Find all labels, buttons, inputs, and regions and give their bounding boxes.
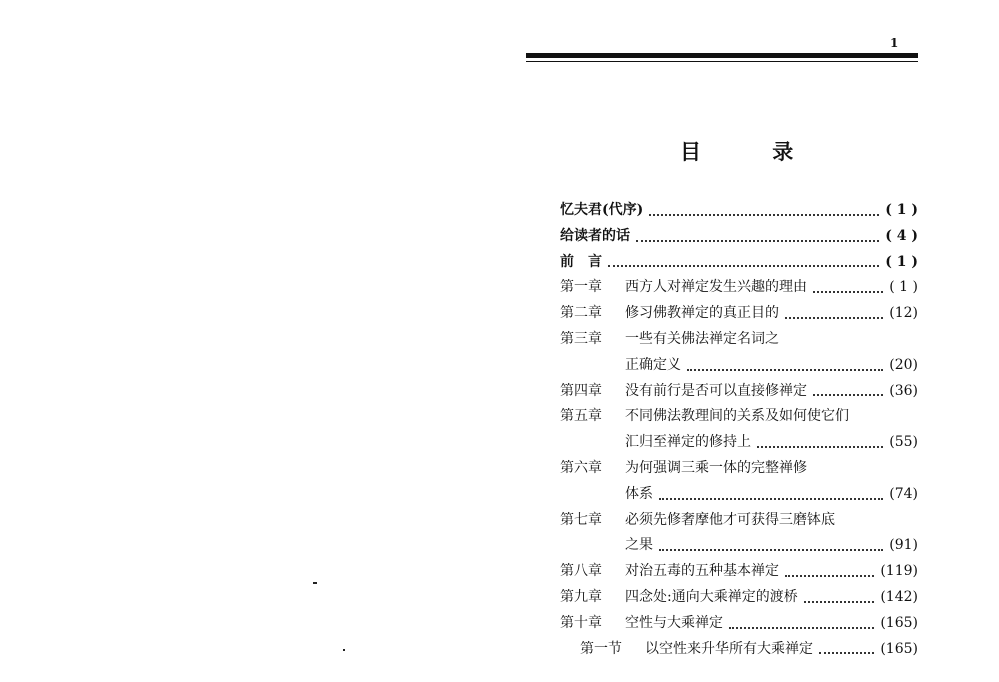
- toc-dot-leader: [785, 317, 883, 319]
- toc-chapter-number: 第八章: [560, 563, 602, 580]
- header-rule-thick: [526, 53, 918, 58]
- toc-entry-title: 给读者的话: [560, 227, 630, 244]
- toc-entry: [560, 327, 922, 353]
- toc-entry: [560, 508, 922, 534]
- toc-page-number: (55): [889, 434, 918, 451]
- toc-entry: [560, 611, 922, 637]
- toc-page-number: ( 1 ): [885, 202, 918, 218]
- toc-chapter-number: 第七章: [560, 511, 602, 528]
- toc-dot-leader: [659, 498, 883, 500]
- toc-entry-title: 以空性来升华所有大乘禅定: [645, 640, 813, 657]
- toc-dot-leader: [819, 652, 874, 654]
- toc-entry: [560, 456, 922, 482]
- toc-dot-leader: [659, 549, 883, 551]
- toc-entry: [560, 637, 922, 663]
- toc-entry: [560, 275, 922, 301]
- toc-page-number: ( 1 ): [889, 279, 918, 296]
- toc-chapter-number: 第五章: [560, 408, 602, 425]
- toc-chapter-number: 第六章: [560, 459, 602, 476]
- toc-entry-title: 西方人对禅定发生兴趣的理由: [625, 279, 807, 296]
- toc-title: 目 录: [680, 140, 826, 164]
- toc-dot-leader: [757, 446, 883, 448]
- toc-entry-title: 汇归至禅定的修持上: [625, 434, 751, 451]
- toc-entry: [560, 533, 922, 559]
- toc-entry-title: 必须先修奢摩他才可获得三磨钵底: [625, 511, 835, 528]
- toc-entry-title: 为何强调三乘一体的完整禅修: [625, 459, 807, 476]
- toc-page-number: (119): [880, 563, 918, 580]
- toc-entry: [560, 301, 922, 327]
- toc-entry: [560, 585, 922, 611]
- toc-entry-title: 四念处:通向大乘禅定的渡桥: [625, 588, 798, 605]
- page-number: 1: [890, 36, 899, 50]
- toc-entry-title: 不同佛法教理间的关系及如何使它们: [625, 408, 849, 425]
- toc-page-number: (20): [889, 356, 918, 373]
- toc-chapter-number: 第十章: [560, 614, 602, 631]
- toc-entry-title: 忆夫君(代序): [560, 202, 644, 218]
- toc-page-number: ( 4 ): [885, 227, 918, 244]
- toc-entry: [560, 379, 922, 405]
- toc-page-number: (36): [889, 382, 918, 399]
- toc-entry-title: 之果: [625, 537, 653, 554]
- toc-dot-leader: [785, 575, 874, 577]
- toc-page-number: (91): [889, 537, 918, 554]
- toc-page-number: ( 1 ): [885, 253, 918, 270]
- toc-page-number: (142): [880, 588, 918, 605]
- toc-chapter-number: 第三章: [560, 330, 602, 347]
- toc-chapter-number: 第四章: [560, 382, 602, 399]
- toc-entry-title: 修习佛教禅定的真正目的: [625, 305, 779, 322]
- scan-mark: [343, 649, 345, 651]
- toc-page-number: (165): [880, 614, 918, 631]
- toc-dot-leader: [608, 265, 879, 267]
- toc-entry-title: 对治五毒的五种基本禅定: [625, 563, 779, 580]
- toc-entry: [560, 404, 922, 430]
- toc-entry-title: 正确定义: [625, 356, 681, 373]
- toc-chapter-number: 第一章: [560, 279, 602, 296]
- toc-chapter-number: 第九章: [560, 588, 602, 605]
- toc-entry: [560, 353, 922, 379]
- toc-page-number: (74): [889, 485, 918, 502]
- toc-entry-title: 一些有关佛法禅定名词之: [625, 330, 779, 347]
- toc-dot-leader: [813, 394, 883, 396]
- toc-entry-title: 前 言: [560, 253, 602, 270]
- toc-entry: [560, 250, 922, 276]
- toc-dot-leader: [804, 601, 875, 603]
- header-rule-thin: [526, 61, 918, 62]
- toc-entry: [560, 559, 922, 585]
- toc-entry-title: 没有前行是否可以直接修禅定: [625, 382, 807, 399]
- toc-dot-leader: [636, 240, 879, 242]
- toc-entry: [560, 430, 922, 456]
- toc-entry: [560, 482, 922, 508]
- toc-entry: [560, 224, 922, 250]
- toc-chapter-number: 第二章: [560, 305, 602, 322]
- toc-page-number: (165): [880, 640, 918, 657]
- toc-entry-title: 空性与大乘禅定: [625, 614, 723, 631]
- toc-dot-leader: [649, 214, 879, 216]
- toc-dot-leader: [729, 627, 874, 629]
- toc-page-number: (12): [889, 305, 918, 322]
- scan-mark: [313, 582, 317, 584]
- toc-chapter-number: 第一节: [580, 640, 622, 657]
- table-of-contents: [560, 198, 922, 662]
- toc-entry: [560, 198, 922, 224]
- toc-entry-title: 体系: [625, 485, 653, 502]
- toc-dot-leader: [687, 369, 883, 371]
- toc-dot-leader: [813, 291, 883, 293]
